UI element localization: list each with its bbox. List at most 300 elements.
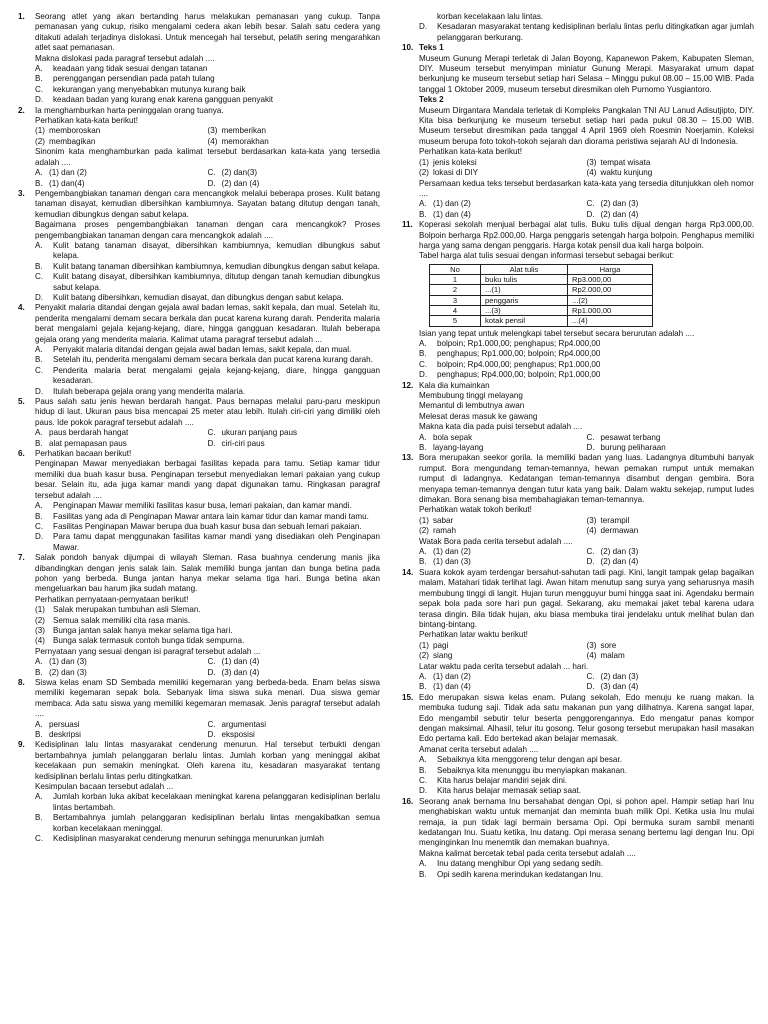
answer-option — [419, 755, 754, 765]
option-letter: (2) — [35, 615, 45, 625]
question-10 — [402, 43, 754, 220]
option-text: Jumlah korban luka akibat kecelakaan meningkat karena pelanggaran kedisiplinan berlalu lintas bertambah. — [53, 792, 380, 812]
option-letter: (4) — [586, 651, 597, 661]
question-text: Koperasi sekolah menjual berbagai alat tulis. Buku tulis dijual dengan harga Rp3.000,00. Bolpoin berharga Rp2.000,00. Harga penggaris setengah harga bolpoin. Penghapus memiliki harga yang sama dengan penggaris. Harga kotak pensil dua kali harga bolpoin. — [419, 220, 754, 250]
table-cell: Rp1.000,00 — [568, 305, 653, 315]
option-cell — [587, 526, 755, 536]
reading-text: Museum Dirgantara Mandala terletak di Kompleks Pangkalan TNI AU Lanud Adisutjipto, DIY. Kita bisa berkunjung ke museum tersebut setiap hari pada pukul 08.30 – 15.00 WIB. Museum tersebut diresmikan pada tanggal 4 April 1969 oleh Roesmin Noerjamin. Koleksi museum berupa foto tokoh-tokoh sejarah dan diorama peristiwa sejarah AU di Indonesia. — [419, 105, 754, 146]
answer-row — [35, 720, 380, 730]
option-letter: (1) — [419, 515, 429, 525]
option-letter: C. — [419, 776, 428, 785]
table-cell: ...(4) — [568, 316, 653, 326]
question-prompt: Perhatikan kata-kata berikut! — [419, 147, 523, 157]
option-text: malam — [600, 651, 625, 661]
table-cell: Rp2.000,00 — [568, 285, 653, 295]
option-text: Itulah beberapa gejala orang yang menderita malaria. — [53, 386, 246, 396]
option-letter: C. — [207, 428, 216, 438]
answer-row — [35, 168, 380, 178]
question-1 — [18, 12, 380, 106]
option-text: Penyakit malaria ditandai dengan gejala awal badan lemas, sakit kepala, dan mual. — [53, 345, 352, 354]
table-cell: ...(3) — [481, 305, 568, 315]
question-text: Suara kokok ayam terdengar bersahut-sahutan tadi pagi. Kini, langit tampak gelap bagaikan malam. Matahari tidak terlihat lagi. Awan hitam menutup sang surya yang seharusnya masih membubung tinggi di langit. Hujan turun mengguyur bumi hingga saat ini. Agendaku bermain sepak bola pada sore hari pun gagal. Sekarang, aku memakai jaket tebal karena udara terasa dingin. Bila tidak hujan, aku biasa membuka tirai jendelaku untuk melihat bulan dan bintang-bintang. — [419, 567, 754, 629]
option-cell — [587, 557, 755, 567]
option-letter: A. — [419, 671, 427, 681]
option-letter: A. — [419, 338, 427, 348]
table-cell: 3 — [430, 295, 481, 305]
option-text: keadaan badan yang kurang enak karena gangguan penyakit — [53, 95, 274, 105]
question-prompt: Watak Bora pada cerita tersebut adalah .... — [419, 536, 573, 546]
option-letter: D. — [419, 786, 428, 796]
answer-row — [419, 557, 754, 567]
option-letter: C. — [35, 365, 44, 375]
option-cell — [35, 126, 208, 136]
answer-option — [35, 813, 380, 834]
option-cell — [35, 720, 208, 730]
option-text: Bunga jantan salak hanya mekar selama tiga hari. — [53, 625, 233, 635]
option-text: Penderita malaria berat mengalami gejala kejang-kejang, diare, hingga gangguan kesadaran. — [53, 365, 380, 386]
option-cell — [587, 443, 755, 453]
question-13 — [402, 453, 754, 567]
table-cell: 1 — [430, 275, 481, 285]
option-cell — [419, 443, 587, 453]
question-number: 3. — [18, 188, 25, 198]
option-cell — [419, 526, 587, 536]
question-6 — [18, 449, 380, 553]
text-heading: Teks 1 — [419, 43, 444, 53]
option-cell — [587, 641, 755, 651]
question-text: Ia menghamburkan harta peninggalan orang tuanya. — [35, 105, 224, 115]
option-text: Bunga salak termasuk contoh bunga tidak sempurna. — [53, 636, 245, 646]
question-8 — [18, 678, 380, 740]
option-text: (1) dan (2) — [433, 199, 471, 209]
question-prompt: Makna kalimat bercetak tebal pada cerita tersebut adalah .... — [419, 848, 636, 858]
question-number: 1. — [18, 12, 25, 21]
option-letter: B. — [35, 813, 43, 823]
option-text: (1) dan (3) — [49, 657, 87, 667]
option-letter: (1) — [419, 640, 429, 650]
option-letter: B. — [35, 178, 43, 188]
option-cell — [587, 168, 755, 178]
question-prompt: Amanat cerita tersebut adalah .... — [419, 744, 539, 754]
option-text: (1) dan (4) — [433, 209, 471, 219]
option-cell — [35, 137, 208, 147]
question-number: 12. — [402, 380, 414, 390]
option-cell — [208, 428, 381, 438]
option-letter: (2) — [419, 526, 429, 536]
option-text: Fasilitas Penginapan Mawar berupa dua buah kasur busa dan sebuah lemari pakaian. — [53, 521, 362, 531]
option-letter: C. — [586, 432, 595, 442]
question-9-continued — [402, 12, 754, 22]
option-letter: A. — [35, 345, 43, 354]
question-number: 6. — [18, 449, 25, 459]
option-letter: D. — [35, 386, 44, 396]
answer-row — [419, 547, 754, 557]
option-text: (2) dan (4) — [221, 178, 260, 188]
option-text: burung peliharaan — [600, 443, 666, 452]
question-text: Seorang atlet yang akan bertanding harus melakukan pemanasan yang cukup. Tanpa pemanasan yang cukup, risiko mengalami cedera akan lebih besar. Salah satu cedera yang ditakuti adalah terjadinya dislokasi. Untuk mencegah hal tersebut, pelatih sering mengarahkan atlet saat pemanasan. — [35, 12, 380, 53]
option-letter: (2) — [35, 136, 45, 146]
answer-option — [35, 501, 380, 511]
option-letter: A. — [35, 501, 43, 511]
option-letter: B. — [35, 730, 43, 740]
table-header-row — [430, 264, 653, 274]
option-letter: (3) — [207, 126, 218, 136]
answer-option — [419, 786, 754, 796]
option-cell — [419, 158, 587, 168]
option-cell — [35, 668, 208, 678]
choice-row — [419, 641, 754, 651]
option-letter: A. — [35, 792, 43, 802]
option-text: membagikan — [49, 136, 96, 146]
answer-option — [35, 95, 380, 105]
question-number: 13. — [402, 453, 414, 463]
table-row — [430, 305, 653, 315]
option-letter: A. — [35, 428, 43, 438]
option-letter: C. — [419, 359, 428, 369]
option-text: siang — [433, 651, 453, 661]
option-cell — [419, 641, 587, 651]
option-text: kekurangan yang menyebabkan mutunya kurang baik — [53, 84, 246, 94]
option-text: jenis koleksi — [433, 157, 477, 167]
option-text: (1) dan(4) — [49, 178, 85, 188]
text-heading: Teks 2 — [419, 95, 444, 105]
option-text: (2) dan (3) — [600, 547, 639, 557]
option-letter: D. — [586, 682, 595, 692]
option-text: Inu datang menghibur Opi yang sedang sedih. — [437, 859, 604, 869]
option-text: dermawan — [600, 526, 639, 536]
option-text: Kulit batang tanaman dibersihkan kambiumnya, kemudian dibungkus dengan sabut kelapa. — [53, 261, 380, 271]
option-text: waktu kunjung — [600, 168, 653, 178]
option-text: lokasi di DIY — [433, 168, 478, 178]
option-letter: C. — [207, 719, 216, 729]
option-text: Kita harus belajar mandiri sejak dini. — [437, 776, 568, 785]
answer-row — [419, 433, 754, 443]
option-text: sabar — [433, 515, 454, 525]
answer-option — [35, 626, 380, 636]
answer-row — [35, 439, 380, 449]
option-cell — [208, 137, 381, 147]
question-prompt: Perhatikan pernyataan-pernyataan berikut! — [35, 594, 189, 604]
option-cell — [208, 668, 381, 678]
poem-line: Melesat deras masuk ke gawang — [419, 411, 538, 421]
option-cell — [419, 672, 587, 682]
choice-row — [419, 526, 754, 536]
option-text: (3) dan (4) — [221, 667, 260, 677]
option-cell — [419, 557, 587, 567]
option-text: pagi — [433, 640, 449, 650]
option-text: sore — [600, 640, 617, 650]
option-text: (1) dan (2) — [49, 168, 87, 178]
table-header-cell: Harga — [568, 264, 653, 274]
answer-row — [35, 668, 380, 678]
question-prompt: Makna kata dia pada puisi tersebut adalah .... — [419, 422, 583, 432]
answer-option — [35, 522, 380, 532]
question-prompt: Pernyataan yang sesuai dengan isi paragraf tersebut adalah ... — [35, 646, 261, 656]
option-letter: (1) — [35, 126, 45, 136]
question-number: 9. — [18, 740, 25, 750]
option-cell — [35, 168, 208, 178]
option-letter: (3) — [586, 515, 597, 525]
option-letter: A. — [419, 199, 427, 209]
option-text: Kulit batang tanaman disayat, dibersihkan kambiumnya, kemudian dibungkus sabut kelapa. — [53, 240, 380, 261]
answer-option — [35, 74, 380, 84]
answer-row — [35, 730, 380, 740]
option-text: Kulit batang disayat, dibersihkan kambiumnya, ditutup dengan tanah kemudian dibungkus sabut kelapa. — [53, 272, 380, 292]
option-text: Sebaiknya kita menunggu ibu menyiapkan makanan. — [437, 765, 627, 775]
question-number: 8. — [18, 678, 25, 687]
answer-option — [419, 870, 754, 880]
option-cell — [208, 657, 381, 667]
table-cell: Rp3.000,00 — [568, 275, 653, 285]
option-text: (2) dan(3) — [221, 168, 258, 178]
option-letter: (1) — [35, 605, 45, 615]
option-cell — [35, 730, 208, 740]
question-number: 15. — [402, 692, 414, 702]
option-letter: D. — [207, 438, 216, 448]
option-letter: A. — [35, 168, 43, 178]
answer-option — [419, 22, 754, 43]
option-cell — [419, 433, 587, 443]
choice-row — [419, 651, 754, 661]
option-cell — [208, 126, 381, 136]
option-letter: (4) — [35, 636, 45, 646]
answer-row — [35, 179, 380, 189]
option-text: Penginapan Mawar memiliki fasilitas kasur busa, lemari pakaian, dan kamar mandi. — [53, 501, 352, 511]
answer-option — [35, 616, 380, 626]
option-letter: (4) — [586, 526, 597, 536]
answer-option — [35, 272, 380, 293]
question-number: 5. — [18, 397, 25, 407]
answer-option — [35, 366, 380, 387]
poem-line: Memantul di lembutnya awan — [419, 401, 525, 411]
option-text: (1) dan (2) — [433, 671, 471, 681]
option-letter: B. — [419, 209, 427, 219]
option-text: tempat wisata — [600, 157, 651, 167]
option-text: Sebaiknya kita menggoreng telur dengan api besar. — [437, 755, 622, 765]
option-text: (1) dan (3) — [433, 557, 471, 567]
answer-option — [35, 241, 380, 262]
option-cell — [35, 428, 208, 438]
option-letter: B. — [419, 682, 427, 692]
option-letter: C. — [35, 84, 44, 94]
option-letter: (2) — [419, 651, 429, 661]
option-letter: A. — [419, 755, 427, 765]
option-text: (1) dan (4) — [433, 682, 471, 692]
option-text: Kedisiplinan masyarakat cenderung menurun sehingga menurunkan jumlah — [53, 834, 324, 844]
choice-row — [35, 137, 380, 147]
answer-option — [35, 605, 380, 615]
option-letter: A. — [35, 240, 43, 250]
answer-option — [35, 792, 380, 813]
option-text: pesawat terbang — [600, 432, 661, 442]
question-16 — [402, 797, 754, 880]
option-text: memboroskan — [49, 126, 101, 136]
question-text: Perhatikan bacaan berikut! — [35, 449, 132, 459]
table-row — [430, 275, 653, 285]
option-letter: B. — [35, 511, 43, 521]
question-7 — [18, 553, 380, 678]
option-text: ramah — [433, 526, 456, 536]
answer-row — [419, 443, 754, 453]
option-text: (2) dan (4) — [600, 557, 639, 567]
option-letter: C. — [207, 657, 216, 667]
question-9 — [18, 740, 380, 844]
choice-row — [419, 516, 754, 526]
answer-option — [35, 387, 380, 397]
option-letter: C. — [207, 168, 216, 178]
answer-option — [419, 349, 754, 359]
question-number: 14. — [402, 567, 414, 577]
answer-option — [35, 345, 380, 355]
question-12 — [402, 381, 754, 454]
option-text: (2) dan (3) — [600, 671, 639, 681]
question-prompt: Bagaimana proses pengembangbiakan tanaman dengan cara mencangkok? Proses pengembangbiakan tanaman dengan cara mencangkok adalah .... — [35, 220, 380, 240]
option-cell — [419, 168, 587, 178]
option-letter: B. — [35, 667, 43, 677]
option-letter: D. — [586, 209, 595, 219]
option-text: Setelah itu, penderita mengalami demam secara berkala dan pucat karena kurang darah. — [53, 355, 373, 365]
answer-option — [35, 512, 380, 522]
question-text: Penyakit malaria ditandai dengan gejala awal badan lemas, sakit kepala, dan mual. Setelah itu, penderita mengalami demam secara berkala dan pucat karena kurang darah. Penderita malaria berat mengalami gejala kejang-kejang, diare, hingga gangguan kesadaran. Itulah beberapa gejala orang yang menderita malaria. Kalimat utama paragraf tersebut adalah ... — [35, 303, 380, 344]
option-cell — [587, 199, 755, 209]
question-number: 11. — [402, 220, 413, 230]
option-text: memberikan — [221, 126, 267, 136]
option-text: penghapus; Rp4.000,00; bolpoin; Rp1.000,00 — [437, 370, 601, 380]
option-cell — [587, 682, 755, 692]
table-cell: ...(1) — [481, 285, 568, 295]
option-text: Kesadaran masyarakat tentang kedisiplinan berlalu lintas perlu ditingkatkan agar jumlah pelanggaran berkurang. — [437, 22, 754, 42]
option-letter: D. — [586, 557, 595, 567]
table-cell: 5 — [430, 316, 481, 326]
answer-option — [419, 339, 754, 349]
option-text: penghapus; Rp1.000,00; bolpoin; Rp4.000,00 — [437, 349, 601, 359]
option-text: terampil — [600, 515, 630, 525]
option-text: ukuran panjang paus — [221, 428, 298, 438]
poem-line: Kala dia kumainkan — [419, 380, 490, 390]
question-prompt: Penginapan Mawar menyediakan berbagai fasilitas kepada para tamu. Setiap kamar tidur memiliki dua buah kasur busa. Penginapan tersebut menyediakan lemari pakaian yang cukup besar. Selain itu, ada juga kamar mandi yang dapat digunakan tamu. Ringkasan paragraf tersebut adalah .... — [35, 459, 380, 500]
option-letter: C. — [586, 547, 595, 557]
option-cell — [419, 651, 587, 661]
option-cell — [419, 199, 587, 209]
question-14 — [402, 568, 754, 693]
question-prompt: Perhatikan latar waktu berikut! — [419, 630, 528, 640]
option-text: Semua salak memiliki cita rasa manis. — [53, 615, 191, 625]
question-4 — [18, 303, 380, 397]
question-11 — [402, 220, 754, 380]
option-letter: (3) — [586, 157, 597, 167]
option-letter: (1) — [419, 157, 429, 167]
question-prompt: Latar waktu pada cerita tersebut adalah ... hari. — [419, 661, 589, 671]
option-text: deskripsi — [49, 730, 81, 740]
question-text: Seorang anak bernama Inu bersahabat dengan Opi, si pohon apel. Hampir setiap hari Inu menghabiskan waktu untuk memanjat dan meminta buah milik Opi. Ketika usia Inu mulai remaja, ia pun tidak lagi bermain bersama Opi. Opi bermuka suram sambil menanti kedatangan Inu. Suatu ketika, Inu datang. Opi merasa senang bertemu lagi dengan Inu. Opi menginginkan Inu menemtik dan memakan buahnya. — [419, 796, 754, 848]
option-letter: D. — [35, 292, 44, 302]
option-letter: C. — [35, 834, 44, 844]
table-row — [430, 316, 653, 326]
option-letter: D. — [419, 22, 428, 32]
question-prompt: Sinonim kata menghamburkan pada kalimat tersebut berdasarkan kata-kata yang tersedia adalah .... — [35, 147, 380, 167]
question-number: 7. — [18, 553, 25, 563]
table-cell: penggaris — [481, 295, 568, 305]
option-text: Opi sedih karena merindukan kedatangan Inu. — [437, 869, 604, 879]
option-cell — [208, 730, 381, 740]
question-number: 16. — [402, 796, 414, 806]
answer-option — [35, 834, 380, 844]
option-text: (1) dan (2) — [433, 547, 471, 557]
option-text: eksposisi — [221, 730, 255, 740]
option-letter: D. — [207, 730, 216, 740]
option-letter: C. — [35, 272, 44, 282]
option-letter: (4) — [207, 136, 218, 146]
option-letter: (3) — [35, 625, 45, 635]
question-prompt: Isian yang tepat untuk melengkapi tabel tersebut secara berurutan adalah .... — [419, 328, 695, 338]
option-letter: D. — [419, 370, 428, 380]
option-text: Bertambahnya jumlah pelanggaran kedisiplinan berlalu lintas mengakibatkan semua korban kecelakaan meninggal. — [53, 813, 380, 833]
option-text: argumentasi — [221, 719, 267, 729]
option-text: (1) dan (4) — [221, 657, 260, 667]
price-table — [429, 264, 653, 327]
option-text: memorakhan — [221, 136, 269, 146]
option-letter: (3) — [586, 640, 597, 650]
answer-option — [419, 360, 754, 370]
table-row — [430, 285, 653, 295]
option-text: ciri-ciri paus — [221, 438, 265, 448]
option-text: paus berdarah hangat — [49, 428, 129, 438]
question-2 — [18, 106, 380, 189]
answer-option — [419, 370, 754, 380]
table-cell: 2 — [430, 285, 481, 295]
question-prompt: Tabel harga alat tulis sesuai dengan informasi tersebut sebagai berikut: — [419, 251, 675, 261]
question-text: Salak pondoh banyak dijumpai di wilayah Sleman. Rasa buahnya cenderung manis jika dibandingkan dengan jenis salak lain. Salak memiliki bunga jantan dan bunga betina pada pohon yang berbeda. Bunga jantan hanya mekar selama tiga hari. Bunga betina akan mengeluarkan bau harum jika sudah matang. — [35, 553, 380, 594]
option-cell — [35, 657, 208, 667]
question-prompt: Makna dislokasi pada paragraf tersebut adalah .... — [35, 53, 215, 63]
option-text: bolpoin; Rp1.000,00; penghapus; Rp4.000,00 — [437, 338, 601, 348]
poem-line: Membubung tinggi melayang — [419, 390, 523, 400]
answer-row — [419, 210, 754, 220]
option-letter: C. — [35, 521, 44, 531]
table-header-cell: Alat tulis — [481, 264, 568, 274]
option-cell — [419, 682, 587, 692]
option-text: Kulit batang dibersihkan, kemudian disayat, dan dibungkus dengan sabut kelapa. — [53, 292, 344, 302]
option-cell — [208, 168, 381, 178]
option-text: Para tamu dapat menggunakan fasilitas kamar mandi yang disediakan oleh Penginapan Mawar. — [53, 532, 380, 552]
question-text: Kedisiplinan lalu lintas masyarakat cenderung menurun. Hal tersebut terbukti dengan bertambahnya jumlah pelanggaran berlalu lintas. Jumlah korban yang meninggal akibat kecelakaan pun semakin meningkat. Oleh karena itu, kesadaran masyarakat tentang kedisiplinan berlalu lintas perlu ditingkatkan. — [35, 740, 380, 781]
question-5 — [18, 397, 380, 449]
answer-row — [35, 428, 380, 438]
question-9-option-d — [402, 22, 754, 43]
answer-option — [35, 85, 380, 95]
choice-row — [35, 126, 380, 136]
answer-row — [419, 672, 754, 682]
option-text: alat pernapasan paus — [49, 438, 127, 448]
option-cell — [419, 516, 587, 526]
table-cell: ...(2) — [568, 295, 653, 305]
answer-row — [419, 199, 754, 209]
option-cell — [419, 210, 587, 220]
answer-option — [35, 293, 380, 303]
option-cell — [587, 651, 755, 661]
question-text: Paus salah satu jenis hewan berdarah hangat. Paus bernapas melalui paru-paru meskipun hidup di laut. Ukuran paus bisa mencapai 25 meter atau lebih. Itulah ciri-ciri yang dimiliki oleh paus. Ide pokok paragraf tersebut adalah .... — [35, 397, 380, 427]
option-letter: B. — [419, 869, 427, 879]
option-letter: B. — [419, 765, 427, 775]
option-letter: C. — [586, 199, 595, 209]
option-letter: B. — [35, 74, 43, 84]
option-text: (2) dan (3) — [49, 667, 87, 677]
option-text: bola sepak — [433, 432, 473, 442]
option-cell — [208, 439, 381, 449]
answer-option — [35, 64, 380, 74]
option-letter: (2) — [419, 168, 429, 178]
option-letter: A. — [419, 859, 427, 869]
